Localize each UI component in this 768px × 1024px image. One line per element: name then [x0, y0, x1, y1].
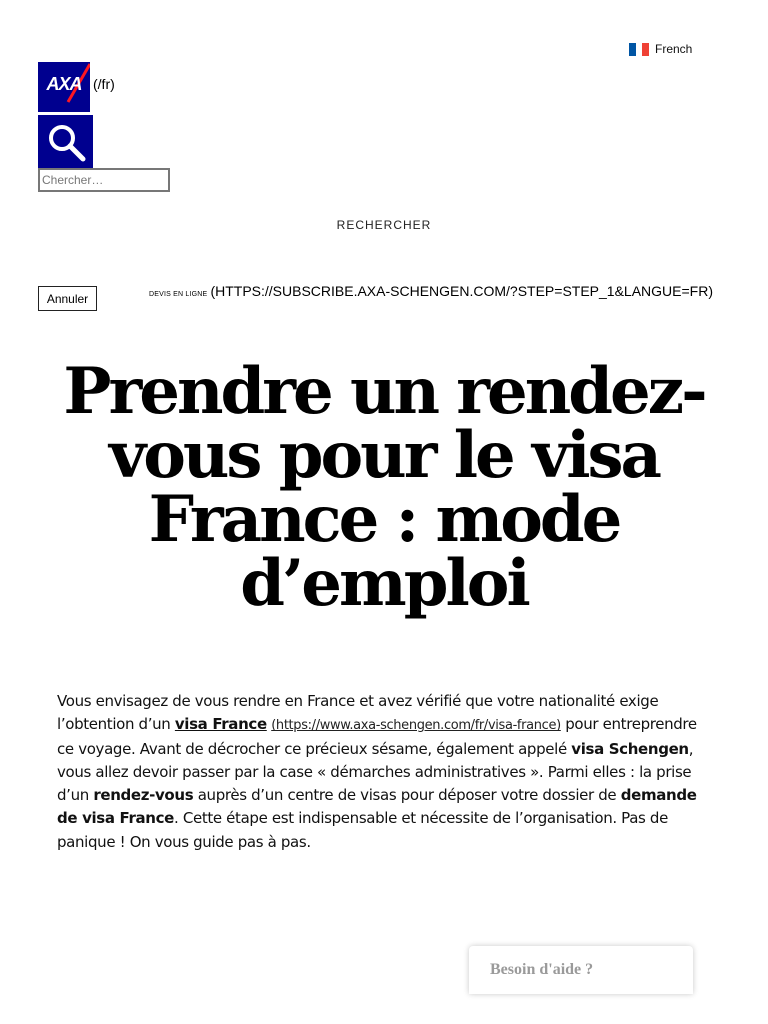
intro-bold-text: visa Schengen — [571, 739, 689, 758]
help-chat-button[interactable] — [469, 946, 693, 994]
search-button[interactable] — [38, 115, 93, 168]
online-quote-link[interactable] — [149, 283, 713, 299]
intro-paragraph — [57, 690, 717, 854]
intro-text: auprès d’un centre de visas pour déposer votre dossier de — [193, 786, 621, 805]
intro-text: . Cette étape est indispensable et nécessite de l’organisation. Pas de panique ! On vous guide pas à pas. — [57, 809, 668, 851]
search-submit-button[interactable]: RECHERCHER — [336, 218, 432, 232]
page-title: Prendre un rendez-vous pour le visa France : mode d’emploi — [63, 354, 705, 621]
search-input[interactable] — [38, 168, 170, 192]
language-label: French — [655, 42, 693, 56]
help-chat-label: Besoin d'aide ? — [490, 961, 594, 978]
language-selector[interactable] — [629, 42, 692, 56]
visa-france-link[interactable]: visa France — [174, 715, 267, 734]
cancel-button[interactable]: Annuler — [38, 286, 97, 311]
intro-text: pour entreprendre ce voyage. Avant de décrocher ce précieux sésame, également appelé — [57, 715, 697, 758]
france-flag-icon — [629, 43, 649, 56]
online-quote-label: DEVIS EN LIGNE — [149, 291, 208, 298]
intro-bold-text: rendez-vous — [93, 786, 194, 805]
intro-text: , vous allez devoir passer par la case « démarches administratives ». Parmi elles : la prise d’un — [57, 739, 694, 805]
visa-france-link-url[interactable]: (https://www.axa-schengen.com/fr/visa-france) — [271, 718, 561, 734]
online-quote-url: (HTTPS://SUBSCRIBE.AXA-SCHENGEN.COM/?STEP=STEP_1&LANGUE=FR) — [210, 283, 713, 299]
logo-link-text[interactable]: (/fr) — [93, 76, 115, 92]
search-icon — [38, 115, 93, 168]
intro-text: Vous envisagez de vous rendre en France et avez vérifié que votre nationalité exige l’obtention d’un — [57, 692, 659, 734]
axa-logo-text: AXA — [46, 74, 82, 94]
intro-bold-text: demande de visa France — [57, 786, 697, 828]
